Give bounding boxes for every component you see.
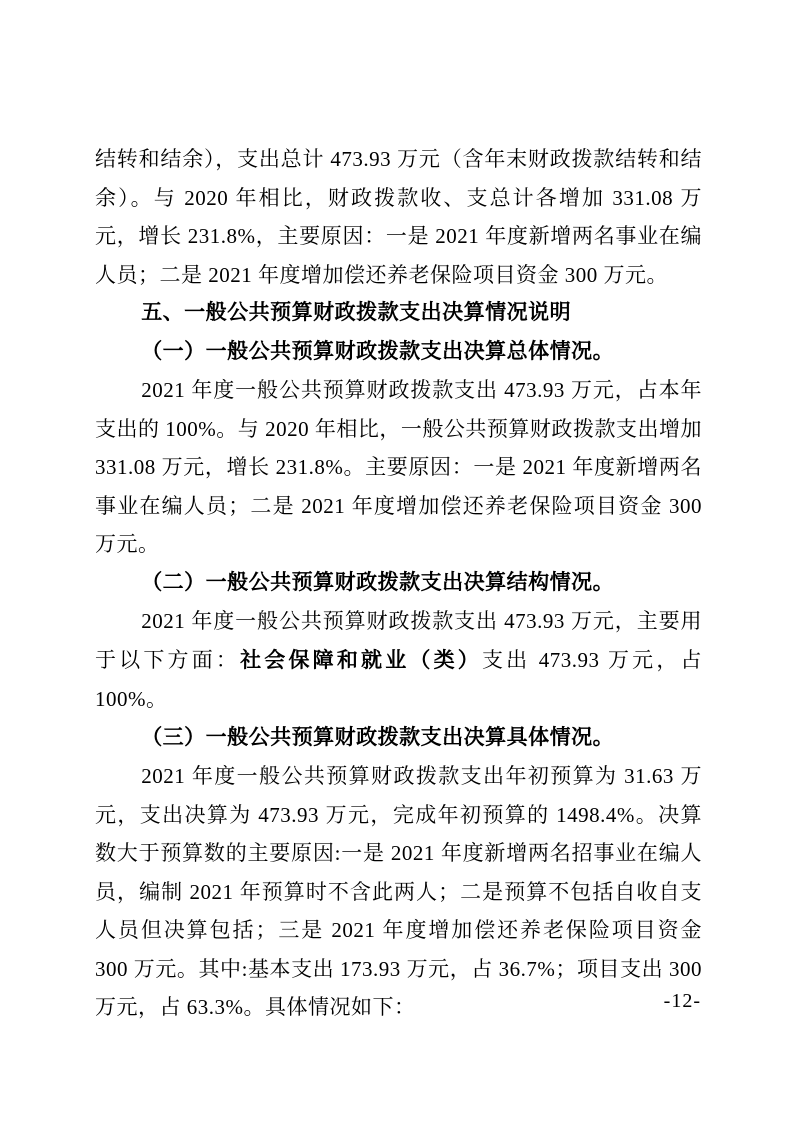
document-content xyxy=(95,140,702,1027)
subsection-heading-one: （一）一般公共预算财政拨款支出决算总体情况。 xyxy=(141,339,615,363)
subsection-heading-two: （二）一般公共预算财政拨款支出决算结构情况。 xyxy=(141,570,615,594)
paragraph-structure-situation xyxy=(95,602,702,719)
section-heading-five: 五、一般公共预算财政拨款支出决算情况说明 xyxy=(141,301,572,324)
paragraph-specific-situation: 2021 年度一般公共预算财政拨款支出年初预算为 31.63 万元，支出决算为 473.93 万元，完成年初预算的 1498.4%。决算数大于预算数的主要原因:一是 2021 年度新增两名招事业在编人员，编制 2021 年预算时不含此两人；二是预算不包括自收自支人员但决算包括；三是 2021 年度增加偿还养老保险项目资金 300 万元。其中:基本支出 173.93 万元，占 36.7%；项目支出 300 万元，占 63.3%。具体情况如下： xyxy=(95,764,702,1019)
paragraph-structure-prefix: 2021 年度一般公共预算财政拨款支出 473.93 万元，主要用于以下方面： xyxy=(95,609,702,672)
paragraph-overall-situation: 2021 年度一般公共预算财政拨款支出 473.93 万元，占本年支出的 100%。与 2020 年相比，一般公共预算财政拨款支出增加 331.08 万元，增长 231.8%。主要原因：一是 2021 年度新增两名事业在编人员；二是 2021 年度增加偿还养老保险项目资金 300 万元。 xyxy=(95,378,702,556)
paragraph-structure-bold-category: 社会保障和就业（类） xyxy=(240,648,482,672)
paragraph-carryover: 结转和结余），支出总计 473.93 万元（含年末财政拨款结转和结余）。与 2020 年相比，财政拨款收、支总计各增加 331.08 万元，增长 231.8%，主要原因：一是 2021 年度新增两名事业在编人员；二是 2021 年度增加偿还养老保险项目资金 300 万元。 xyxy=(95,147,702,287)
subsection-heading-three: （三）一般公共预算财政拨款支出决算具体情况。 xyxy=(141,725,615,749)
paragraph-structure-suffix: 支出 473.93 万元，占 100%。 xyxy=(95,647,703,711)
page-number: -12- xyxy=(663,990,701,1012)
